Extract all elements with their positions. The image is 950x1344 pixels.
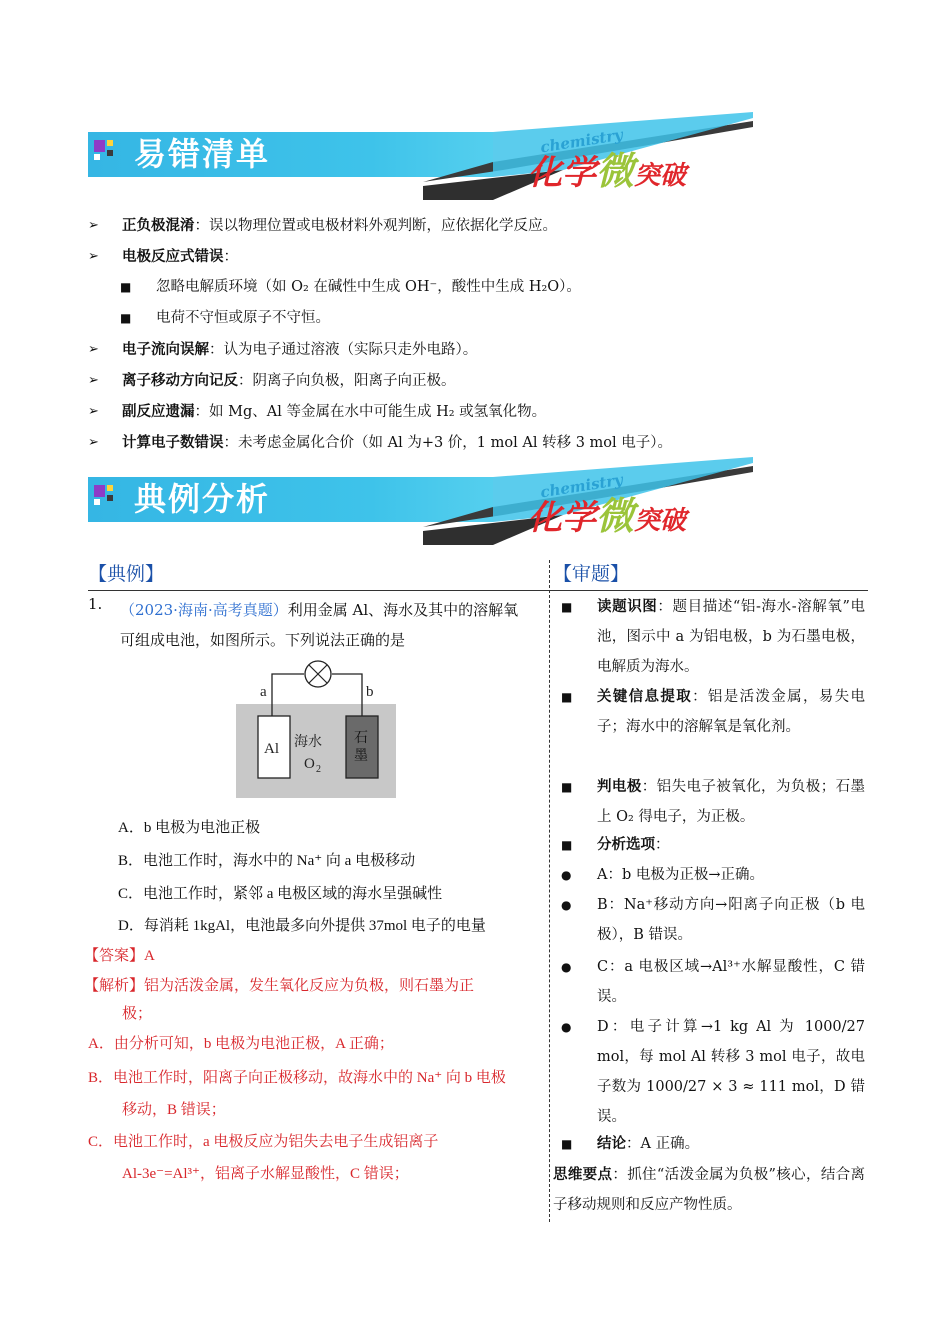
graphite-electrode bbox=[346, 716, 378, 778]
error-checklist bbox=[88, 210, 868, 458]
logo-chemistry-breakthrough bbox=[528, 485, 758, 545]
key-point-text: ：抓住“活泼金属为负极”核心，结合离子移动规则和反应产物性质。 bbox=[553, 1167, 866, 1213]
logo-chemistry-breakthrough bbox=[528, 140, 758, 200]
item-text: ：未考虑金属化合价（如 Al 为+3 价，1 mol Al 转移 3 mol 电子）。 bbox=[223, 435, 673, 451]
circle-bullet-icon: ● bbox=[561, 898, 572, 912]
arrow-bullet-icon: ➢ bbox=[88, 435, 99, 450]
item-text: ：题目描述“铝-海水-溶解氧”电池，图示中 a 为铝电极，b 为石墨电极，电解质为海水。 bbox=[597, 599, 866, 675]
item-text: ：A 正确。 bbox=[626, 1136, 700, 1152]
item-label: 电子流向误解 bbox=[122, 341, 209, 358]
logo-char: 化 bbox=[528, 498, 562, 538]
item-label: 关键信息提取 bbox=[597, 688, 693, 705]
item-text: ：阴离子向负极，阳离子向正极。 bbox=[238, 373, 456, 389]
explanation-line: 极； bbox=[122, 1006, 153, 1022]
item-label: 读题识图 bbox=[597, 598, 658, 615]
banner-square-icon bbox=[107, 140, 113, 146]
list-item bbox=[88, 272, 868, 303]
item-label: 副反应遗漏 bbox=[122, 403, 195, 420]
logo-char: 化 bbox=[528, 153, 562, 193]
item-label: 判电极 bbox=[597, 778, 642, 795]
square-bullet-icon: ■ bbox=[561, 780, 573, 794]
label-b: b bbox=[366, 684, 374, 700]
item-text: A：b 电极为正极→正确。 bbox=[597, 867, 765, 883]
question-stem bbox=[120, 595, 550, 655]
option-a: A．b 电极为电池正极 bbox=[118, 820, 261, 836]
label-a: a bbox=[260, 684, 267, 700]
item-text: D：电子计算→1 kg Al 为 1000/27 mol，每 mol Al 转移 3 mol 电子，故电子数为 1000/27 × 3 ≈ 111 mol，D 错误。 bbox=[597, 1019, 865, 1125]
logo-chemistry-text: chemistry bbox=[539, 125, 625, 157]
review-header: 【审题】 bbox=[553, 563, 630, 585]
list-item bbox=[88, 427, 868, 458]
item-text: B：Na⁺移动方向→阳离子向正极（b 电极），B 错误。 bbox=[597, 897, 865, 943]
option-b: B．电池工作时，海水中的 Na⁺ 向 a 电极移动 bbox=[118, 853, 416, 869]
option-c: C．电池工作时，紧邻 a 电极区域的海水呈强碱性 bbox=[118, 886, 443, 902]
section-title: 典例分析 bbox=[134, 480, 271, 518]
banner-square-icon bbox=[107, 495, 113, 501]
section-banner-analysis bbox=[88, 455, 748, 545]
oxygen-subscript: 2 bbox=[316, 764, 321, 775]
list-item bbox=[88, 365, 868, 396]
list-item bbox=[88, 334, 868, 365]
item-text: 忽略电解质环境（如 O₂ 在碱性中生成 OH⁻，酸性中生成 H₂O）。 bbox=[156, 279, 581, 295]
list-item bbox=[88, 241, 868, 272]
analysis-line: C．电池工作时，a 电极反应为铝失去电子生成铝离子 bbox=[88, 1134, 439, 1150]
item-text: ：如 Mg、Al 等金属在水中可能生成 H₂ 或氢氧化物。 bbox=[194, 404, 547, 420]
list-item bbox=[88, 303, 868, 334]
item-text: ：铝失电子被氧化，为负极；石墨上 O₂ 得电子，为正极。 bbox=[597, 779, 866, 825]
item-label: 分析选项 bbox=[597, 836, 655, 853]
square-bullet-icon: ■ bbox=[120, 280, 132, 294]
analysis-line: Al-3e⁻=Al³⁺，铝离子水解显酸性，C 错误； bbox=[122, 1166, 409, 1182]
item-label: 结论 bbox=[597, 1135, 626, 1152]
arrow-bullet-icon: ➢ bbox=[88, 218, 99, 233]
example-header: 【典例】 bbox=[88, 563, 165, 585]
circle-bullet-icon: ● bbox=[561, 868, 572, 882]
explanation-line: 【解析】铝为活泼金属，发生氧化反应为负极，则石墨为正 bbox=[84, 978, 475, 994]
al-label: Al bbox=[264, 741, 279, 757]
logo-chemistry-text: chemistry bbox=[539, 470, 625, 502]
item-text: 电荷不守恒或原子不守恒。 bbox=[156, 310, 330, 326]
banner-square-icon bbox=[94, 499, 100, 505]
column-divider bbox=[549, 560, 550, 1222]
item-label: 计算电子数错误 bbox=[122, 434, 224, 451]
graphite-label: 石 bbox=[354, 730, 368, 746]
section-banner-errors bbox=[88, 110, 748, 200]
banner-square-icon bbox=[94, 140, 105, 152]
item-label: 正负极混淆 bbox=[122, 217, 195, 234]
logo-char: 学 bbox=[562, 153, 596, 193]
arrow-bullet-icon: ➢ bbox=[88, 404, 99, 419]
analysis-line: B．电池工作时，阳离子向正极移动，故海水中的 Na⁺ 向 b 电极 bbox=[88, 1070, 506, 1086]
key-point bbox=[553, 1160, 865, 1220]
square-bullet-icon: ■ bbox=[561, 690, 573, 704]
logo-char: 学 bbox=[562, 498, 596, 538]
key-point-label: 思维要点 bbox=[553, 1166, 613, 1183]
analysis-line: A．由分析可知，b 电极为电池正极，A 正确； bbox=[88, 1036, 394, 1052]
arrow-bullet-icon: ➢ bbox=[88, 342, 99, 357]
circle-bullet-icon: ● bbox=[561, 1020, 572, 1034]
square-bullet-icon: ■ bbox=[561, 838, 573, 852]
electrolyte-label: 海水 bbox=[294, 734, 322, 750]
list-item bbox=[88, 396, 868, 427]
item-text: ：误以物理位置或电极材料外观判断，应依据化学反应。 bbox=[194, 218, 557, 234]
logo-char: 微 bbox=[596, 149, 635, 193]
item-text: ： bbox=[655, 837, 670, 853]
logo-char: 突破 bbox=[634, 506, 687, 536]
analysis-line: 移动，B 错误； bbox=[122, 1102, 226, 1118]
square-bullet-icon: ■ bbox=[561, 600, 573, 614]
square-bullet-icon: ■ bbox=[120, 311, 132, 325]
question-number: 1. bbox=[88, 595, 103, 613]
item-label: 电极反应式错误 bbox=[122, 248, 224, 265]
logo-char: 微 bbox=[596, 494, 635, 538]
banner-square-icon bbox=[94, 485, 105, 497]
banner-square-icon bbox=[107, 150, 113, 156]
option-d: D．每消耗 1kgAl，电池最多向外提供 37mol 电子的电量 bbox=[118, 918, 486, 934]
review-column bbox=[553, 556, 868, 1213]
item-text: ： bbox=[223, 249, 238, 265]
arrow-bullet-icon: ➢ bbox=[88, 373, 99, 388]
item-text: ：认为电子通过溶液（实际只走外电路）。 bbox=[209, 342, 478, 358]
square-bullet-icon: ■ bbox=[561, 1137, 573, 1151]
stem-line: 可组成电池，如图所示。下列说法正确的是 bbox=[120, 631, 406, 649]
question-source: （2023·海南·高考真题） bbox=[120, 601, 288, 619]
banner-square-icon bbox=[94, 154, 100, 160]
graphite-label: 墨 bbox=[354, 748, 368, 764]
item-label: 离子移动方向记反 bbox=[122, 372, 238, 389]
battery-diagram bbox=[234, 656, 399, 801]
item-text: ：铝是活泼金属，易失电子；海水中的溶解氧是氧化剂。 bbox=[597, 689, 865, 735]
banner-square-icon bbox=[107, 485, 113, 491]
item-text: C：a 电极区域→Al³⁺水解显酸性，C 错误。 bbox=[597, 959, 865, 1005]
list-item bbox=[88, 210, 868, 241]
circle-bullet-icon: ● bbox=[561, 960, 572, 974]
section-title: 易错清单 bbox=[134, 135, 271, 173]
logo-char: 突破 bbox=[634, 161, 687, 191]
arrow-bullet-icon: ➢ bbox=[88, 249, 99, 264]
example-column bbox=[84, 556, 548, 1182]
stem-line: 利用金属 Al、海水及其中的溶解氧 bbox=[287, 601, 519, 619]
oxygen-label: O bbox=[304, 756, 315, 772]
answer-line: 【答案】A bbox=[84, 948, 155, 964]
